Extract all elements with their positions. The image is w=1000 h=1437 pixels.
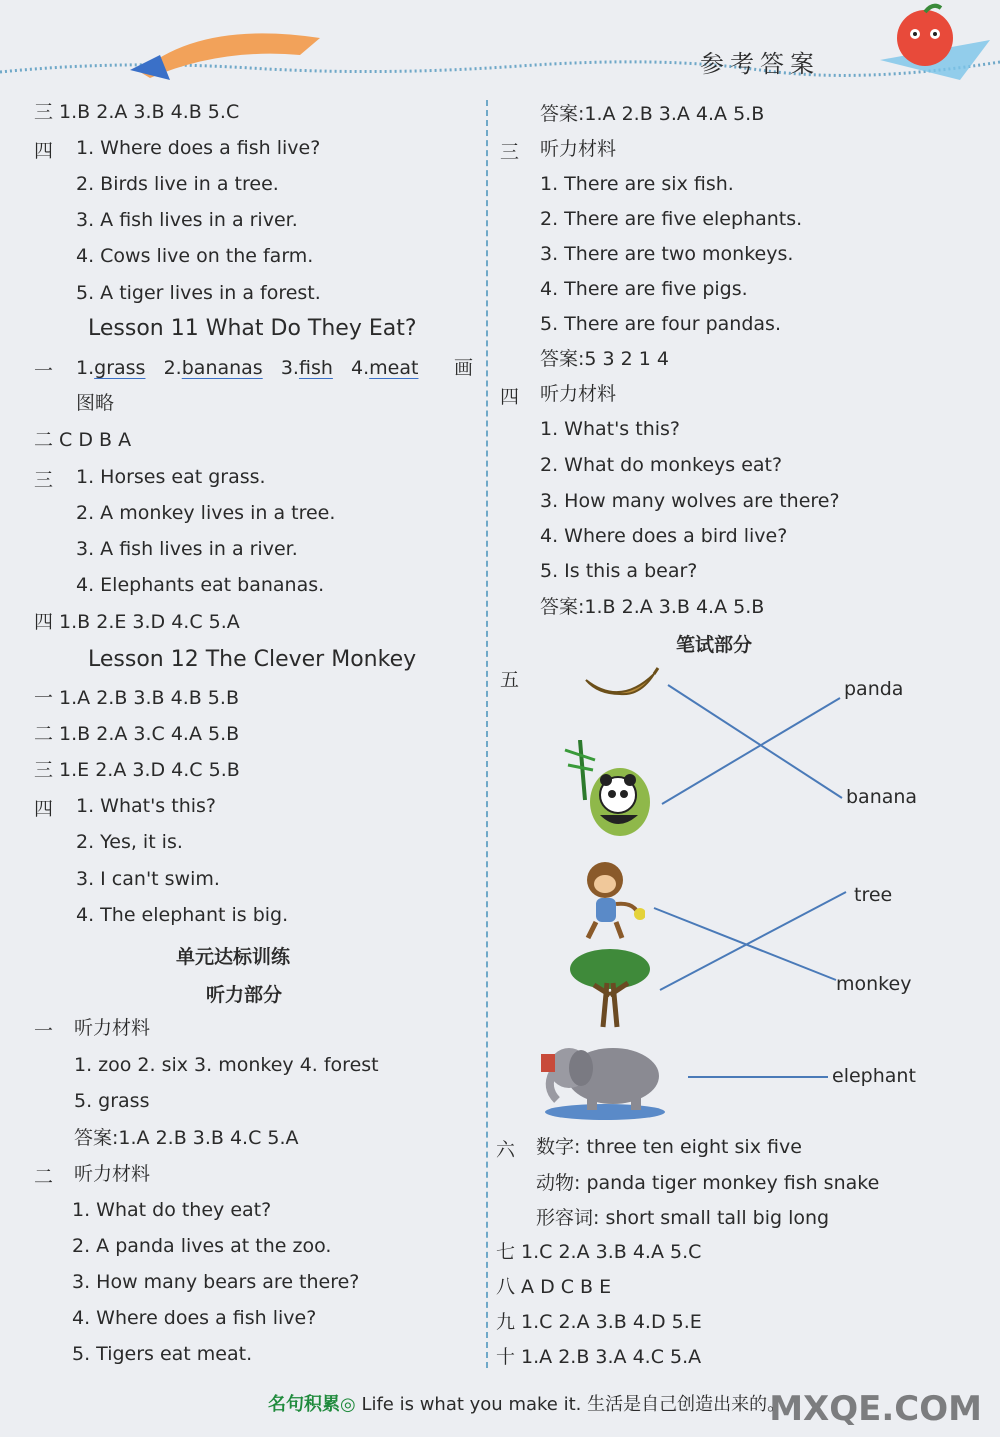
answer-line: 1. zoo 2. six 3. monkey 4. forest bbox=[74, 1054, 379, 1076]
answer-line: 三 1.E 2.A 3.D 4.C 5.B bbox=[34, 759, 240, 781]
footer-text: Life is what you make it. 生活是自己创造出来的。 bbox=[355, 1394, 786, 1415]
answer-line: 4. The elephant is big. bbox=[76, 904, 289, 926]
banana-image bbox=[580, 662, 660, 707]
answer-line: 图略 bbox=[76, 392, 115, 414]
answer-line: 3. There are two monkeys. bbox=[540, 243, 794, 265]
answer-line: 1. Horses eat grass. bbox=[76, 466, 266, 488]
section-title: 听力部分 bbox=[206, 984, 283, 1006]
section-number: 四 bbox=[34, 140, 54, 162]
match-word: banana bbox=[846, 786, 918, 808]
section-number: 三 bbox=[34, 469, 54, 491]
match-word: tree bbox=[854, 884, 893, 906]
monkey-image bbox=[570, 858, 645, 943]
answer-line: 3. How many bears are there? bbox=[72, 1271, 360, 1293]
answer-line: 八 A D C B E bbox=[496, 1276, 612, 1298]
answer-line: 2. What do monkeys eat? bbox=[540, 454, 783, 476]
answer-line: 1. There are six fish. bbox=[540, 173, 734, 195]
section-number: 一 bbox=[34, 360, 54, 382]
lesson-title: Lesson 11 What Do They Eat? bbox=[88, 316, 417, 341]
section-number: 三 bbox=[500, 141, 520, 163]
answer-line: 数字: three ten eight six five bbox=[536, 1136, 802, 1158]
answer-line: 二 1.B 2.A 3.C 4.A 5.B bbox=[34, 723, 240, 745]
section-number: 五 bbox=[500, 669, 520, 691]
answer-line: 十 1.A 2.B 3.A 4.C 5.A bbox=[496, 1346, 702, 1368]
watermark: MXQE.COM bbox=[769, 1389, 982, 1429]
answer-line: 4. Where does a fish live? bbox=[72, 1307, 317, 1329]
answer-line: 3. A fish lives in a river. bbox=[76, 538, 298, 560]
footer-tag: 名句积累◎ bbox=[268, 1394, 356, 1415]
unit-title: 单元达标训练 bbox=[176, 946, 291, 968]
footer-quote bbox=[268, 1390, 785, 1416]
answer-line: 3. I can't swim. bbox=[76, 868, 220, 890]
panda-image bbox=[560, 740, 655, 850]
answer-line: 九 1.C 2.A 3.B 4.D 5.E bbox=[496, 1311, 702, 1333]
answer-line: 5. A tiger lives in a forest. bbox=[76, 282, 321, 304]
answer-line: 1.grass 2.bananas 3.fish 4.meat bbox=[76, 357, 419, 379]
answer-line: 答案:1.A 2.B 3.B 4.C 5.A bbox=[74, 1127, 299, 1149]
answer-line: 听力材料 bbox=[74, 1163, 151, 1185]
match-word: panda bbox=[844, 678, 904, 700]
answer-line: 二 C D B A bbox=[34, 429, 132, 451]
answer-line: 听力材料 bbox=[540, 138, 617, 160]
answer-line: 5. Is this a bear? bbox=[540, 560, 698, 582]
lesson-title: Lesson 12 The Clever Monkey bbox=[88, 647, 417, 672]
answer-line: 4. Where does a bird live? bbox=[540, 525, 788, 547]
tree-image bbox=[565, 945, 655, 1030]
answer-line: 答案:1.A 2.B 3.A 4.A 5.B bbox=[540, 103, 765, 125]
answer-line: 4. There are five pigs. bbox=[540, 278, 748, 300]
answer-line: 2. Birds live in a tree. bbox=[76, 173, 279, 195]
section-title: 笔试部分 bbox=[676, 634, 753, 656]
section-number: 一 bbox=[34, 1020, 54, 1042]
answer-line: 四 1.B 2.E 3.D 4.C 5.A bbox=[34, 611, 240, 633]
answer-line: 听力材料 bbox=[540, 383, 617, 405]
header-decoration bbox=[0, 0, 1000, 95]
answer-line: 4. Elephants eat bananas. bbox=[76, 574, 325, 596]
answer-line: 4. Cows live on the farm. bbox=[76, 245, 314, 267]
answer-line: 1. What's this? bbox=[540, 418, 681, 440]
answer-line: 三 1.B 2.A 3.B 4.B 5.C bbox=[34, 101, 240, 123]
answer-line: 3. How many wolves are there? bbox=[540, 490, 840, 512]
answer-line: 1. What do they eat? bbox=[72, 1199, 272, 1221]
answer-line: 3. A fish lives in a river. bbox=[76, 209, 298, 231]
answer-line: 听力材料 bbox=[74, 1017, 151, 1039]
match-word: elephant bbox=[832, 1065, 916, 1087]
answer-line: 动物: panda tiger monkey fish snake bbox=[536, 1172, 880, 1194]
answer-line: 2. There are five elephants. bbox=[540, 208, 803, 230]
answer-line: 七 1.C 2.A 3.B 4.A 5.C bbox=[496, 1241, 702, 1263]
matching-lines bbox=[650, 680, 850, 1100]
answer-line: 一 1.A 2.B 3.B 4.B 5.B bbox=[34, 687, 239, 709]
section-number: 二 bbox=[34, 1166, 54, 1188]
answer-line: 画 bbox=[454, 357, 474, 379]
answer-line: 形容词: short small tall big long bbox=[536, 1207, 830, 1229]
answer-line: 答案:1.B 2.A 3.B 4.A 5.B bbox=[540, 596, 765, 618]
answer-line: 答案:5 3 2 1 4 bbox=[540, 348, 670, 370]
answer-line: 2. Yes, it is. bbox=[76, 831, 183, 853]
column-divider bbox=[486, 100, 488, 1368]
answer-line: 5. Tigers eat meat. bbox=[72, 1343, 253, 1365]
apple-mascot-icon bbox=[897, 10, 953, 66]
answer-line: 2. A panda lives at the zoo. bbox=[72, 1235, 332, 1257]
answer-line: 1. What's this? bbox=[76, 795, 217, 817]
answer-line: 5. grass bbox=[74, 1090, 150, 1112]
answer-line: 5. There are four pandas. bbox=[540, 313, 781, 335]
header-title: 参考答案 bbox=[700, 50, 820, 78]
answer-line: 1. Where does a fish live? bbox=[76, 137, 321, 159]
section-number: 四 bbox=[500, 386, 520, 408]
match-word: monkey bbox=[836, 973, 912, 995]
section-number: 四 bbox=[34, 798, 54, 820]
answer-line: 2. A monkey lives in a tree. bbox=[76, 502, 336, 524]
section-number: 六 bbox=[496, 1139, 516, 1161]
